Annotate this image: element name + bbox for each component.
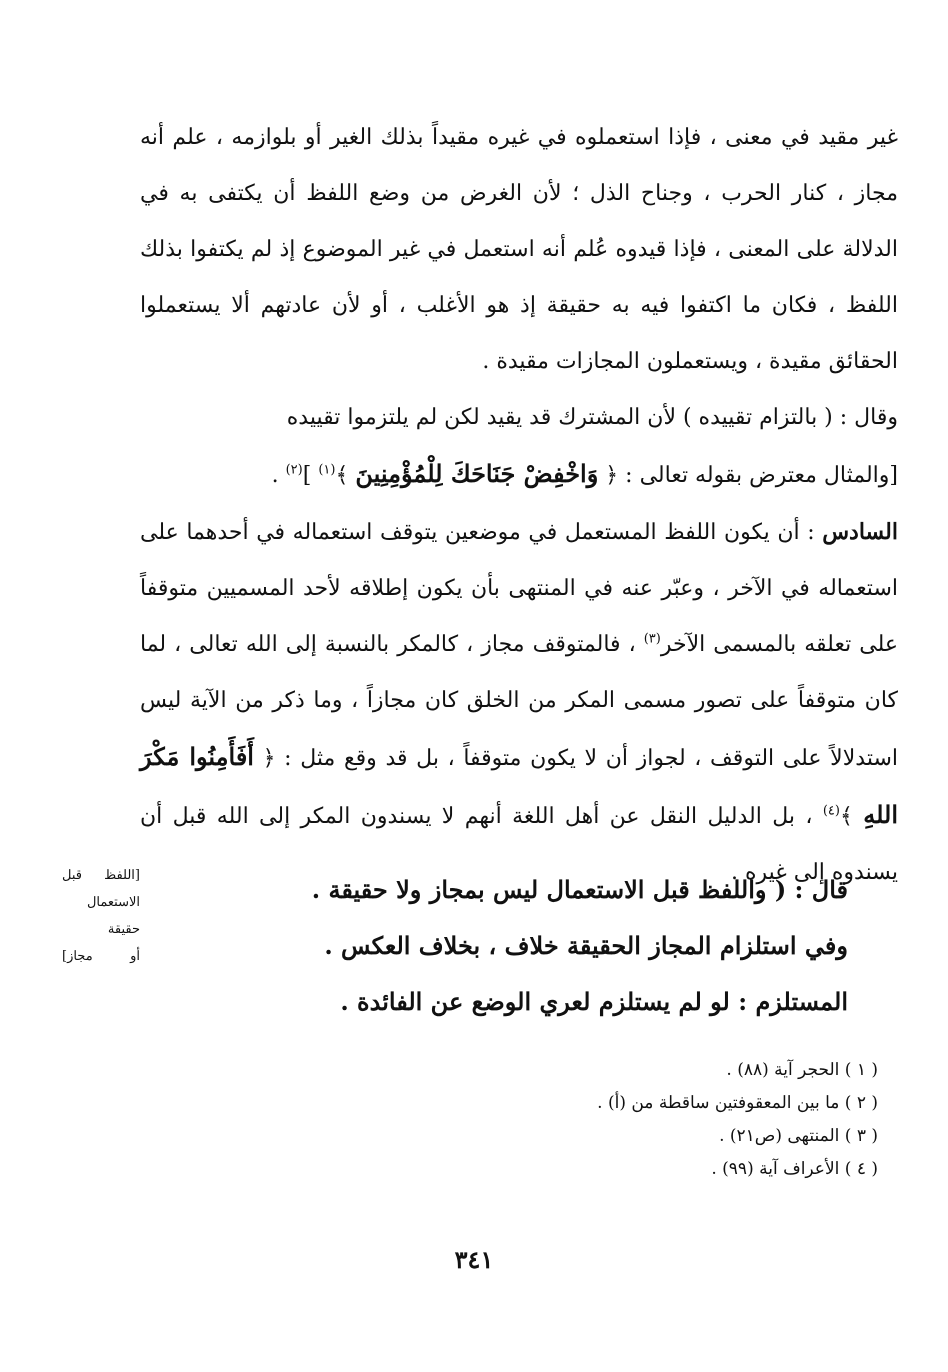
margin-note-line-3: حقيقة <box>107 922 140 937</box>
page-number: ٣٤١ <box>454 1245 494 1274</box>
paragraph-2: وقال : ( بالتزام تقييده ) لأن المشترك قد يقيد لكن لم يلتزموا تقييده <box>286 405 898 430</box>
bold-line-2: وفي استلزام المجاز الحقيقة خلاف ، بخلاف العكس . <box>324 931 848 960</box>
footnote-ref-3: (٣) <box>643 631 661 647</box>
margin-note-line-1: [اللفظ قبل <box>62 868 140 883</box>
bold-line-3: المستلزم : لو لم يستلزم لعري الوضع عن الفائدة . <box>340 987 848 1016</box>
margin-note <box>62 862 140 970</box>
bold-quote-block <box>200 862 848 1030</box>
footnote-ref-1: (١) <box>318 462 336 478</box>
footnote-ref-2: (٢) <box>285 462 303 478</box>
paragraph-3-start: [والمثال معترض بقوله تعالى : ﴿ <box>605 463 898 488</box>
margin-note-line-4: أو مجاز] <box>62 949 140 964</box>
paragraph-3 <box>140 446 898 504</box>
paragraph-3-close: ﴾ <box>335 463 349 488</box>
margin-note-line-2: الاستعمال <box>86 895 140 910</box>
quran-verse-1: وَاخْفِضْ جَنَاحَكَ لِلْمُؤْمِنِينَ <box>355 459 599 488</box>
paragraph-4-b: ، فالمتوقف مجاز ، كالمكر بالنسبة إلى الله تعالى ، لما كان متوقفاً على تصور مسمى المكر من الخلق كان مجازاً ، وما ذكر من الآية ليس استدلالاً على التوقف ، لجواز أن لا يكون متوقفاً ، بل قد وقع مثل : ﴿ <box>140 632 899 771</box>
paragraph-4-close: ﴾ <box>839 804 853 829</box>
main-text <box>140 110 898 901</box>
paragraph-4-c: ، بل الدليل النقل عن أهل اللغة أنهم لا يسندون المكر إلى الله قبل أن يسندوه إلى غيره . <box>140 804 898 885</box>
paragraph-4 <box>140 504 898 901</box>
footnotes <box>360 1054 878 1186</box>
paragraph-4-lead: السادس <box>822 519 898 545</box>
paragraph-4-a: : أن يكون اللفظ المستعمل في موضعين يتوقف استعماله في أحدهما على استعماله في الآخر ، وعبّر عنه في المنتهى بأن يكون إطلاقه لأحد المسميين متوقفاً على تعلقه بالمسمى الآخر <box>140 520 898 657</box>
footnote-3: ( ٣ ) المنتهى (ص٢١) . <box>719 1126 878 1146</box>
footnote-2: ( ٢ ) ما بين المعقوفتين ساقطة من (أ) . <box>597 1093 878 1113</box>
footnote-1: ( ١ ) الحجر آية (٨٨) . <box>726 1060 878 1080</box>
footnote-ref-4: (٤) <box>822 803 840 819</box>
quran-verse-2: أَفَأَمِنُوا مَكْرَ اللهِ <box>140 742 898 829</box>
bold-line-1: قال : ( واللفظ قبل الاستعمال ليس بمجاز ولا حقيقة . <box>311 875 848 904</box>
footnote-4: ( ٤ ) الأعراف آية (٩٩) . <box>711 1159 878 1179</box>
paragraph-1: غير مقيد في معنى ، فإذا استعملوه في غيره مقيداً بذلك الغير أو بلوازمه ، علم أنه مجاز ، كنار الحرب ، وجناح الذل ؛ لأن الغرض من وضع اللفظ أن يكتفى به في الدلالة على المعنى ، فإذا قيدوه عُلم أنه استعمل في غير الموضوع إذ لم يكتفوا بذلك اللفظ ، فكان ما اكتفوا فيه به حقيقة إذ هو الأغلب ، أو لأن عادتهم ألا يستعملوا الحقائق مقيدة ، ويستعملون المجازات مقيدة . <box>140 125 898 374</box>
paragraph-3-end: . <box>271 463 286 488</box>
paragraph-3-bracket: ] <box>302 463 319 488</box>
